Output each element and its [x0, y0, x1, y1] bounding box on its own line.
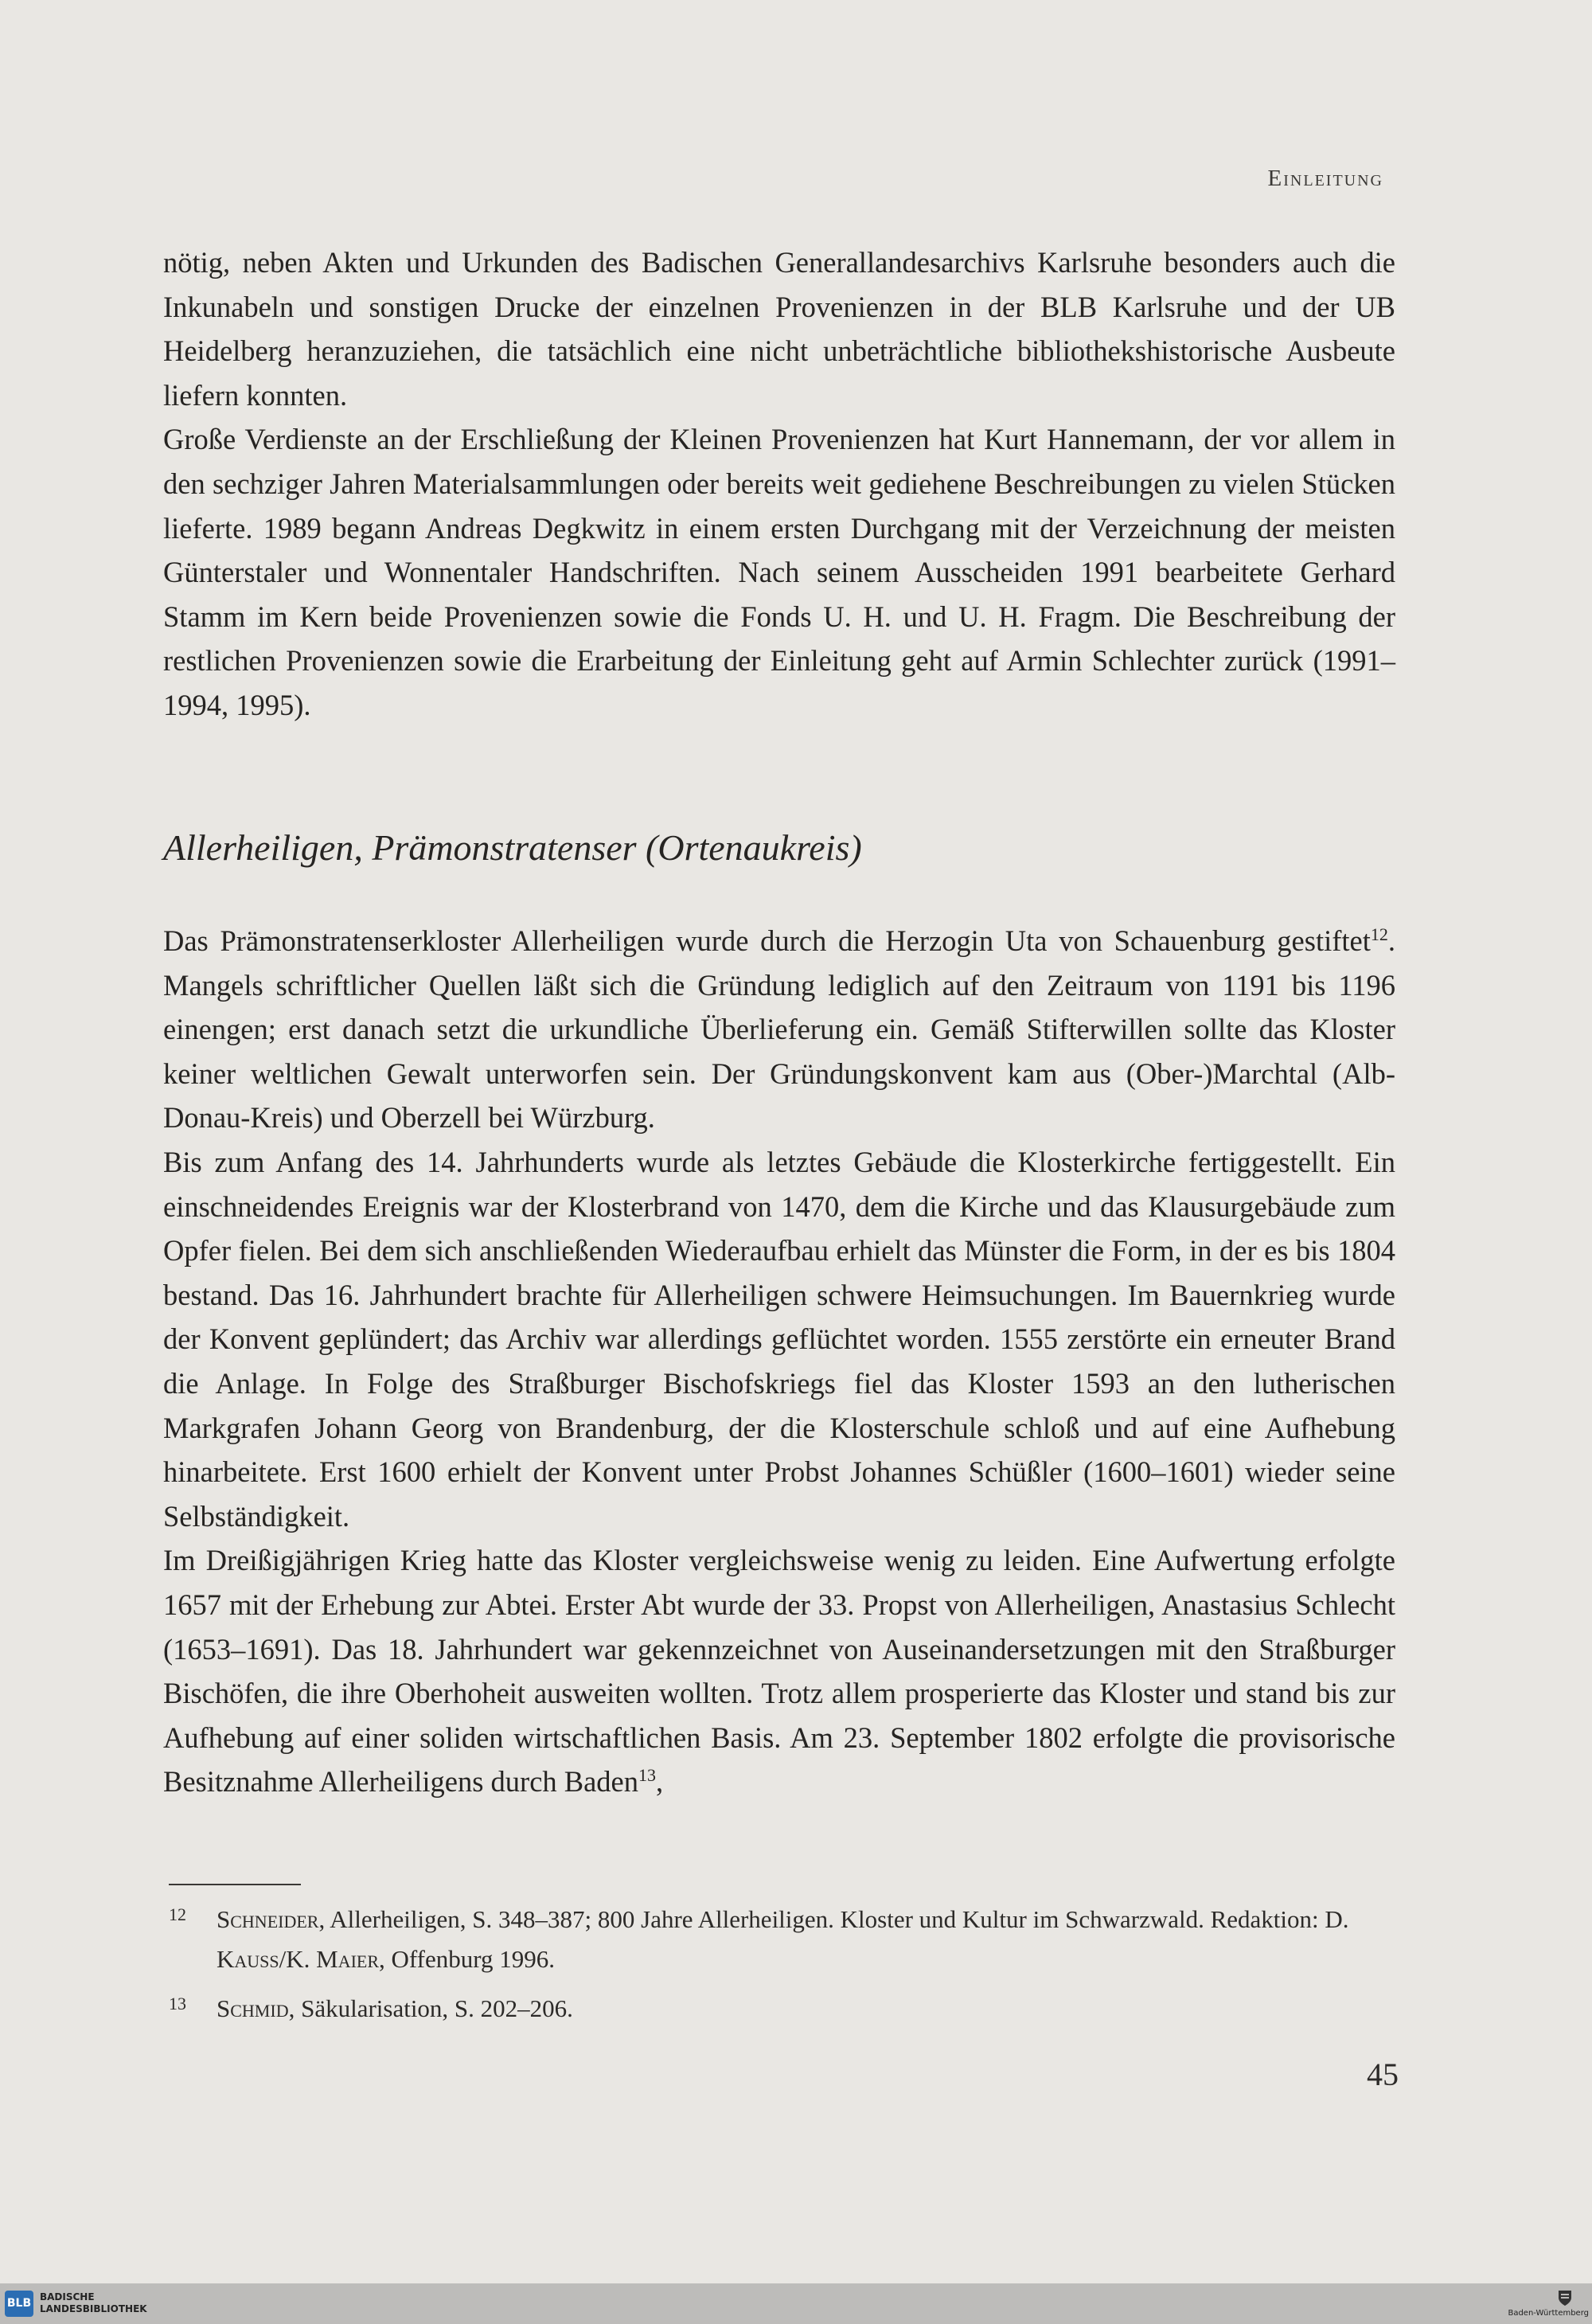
footnote-divider	[169, 1884, 301, 1885]
footnote-number: 13	[169, 1994, 186, 2013]
footnote-text: , Allerheiligen, S. 348–387; 800 Jahre Allerheiligen. Kloster und Kultur im Schwarzwald. Redaktion: D.	[318, 1905, 1349, 1933]
page-number: 45	[1367, 2056, 1399, 2092]
footnote-ref[interactable]: 12	[1370, 924, 1388, 944]
footnote-editor: Maier	[316, 1945, 380, 1973]
library-name-line: BADISCHE	[40, 2291, 95, 2303]
library-name-line: LANDESBIBLIOTHEK	[40, 2303, 147, 2314]
footnotes	[169, 1900, 1399, 2029]
section-text-block	[163, 919, 1395, 1804]
viewer-footer-bar	[0, 2283, 1592, 2324]
paragraph: nötig, neben Akten und Urkunden des Badischen Generallandesarchivs Karlsruhe besonders auch die Inkunabeln und sonstigen Drucke der einzelnen Provenienzen in der BLB Karlsruhe und der UB Heidelberg heranzuziehen, die tatsächlich eine nicht unbeträchtliche bibliothekshistorische Ausbeute liefern konnten.	[163, 246, 1395, 412]
intro-text-block	[163, 240, 1395, 728]
paragraph	[163, 1538, 1395, 1804]
footnote-text: , Offenburg 1996.	[379, 1945, 556, 1973]
section-heading: Allerheiligen, Prämonstratenser (Ortenaukreis)	[163, 827, 862, 868]
footnote-author: Schmid	[217, 1994, 289, 2022]
paragraph	[163, 919, 1395, 1140]
state-label: Baden-Württemberg	[1508, 2309, 1589, 2318]
footnote-ref[interactable]: 13	[638, 1765, 657, 1786]
paragraph-text: ,	[656, 1765, 664, 1799]
paragraph: Bis zum Anfang des 14. Jahrhunderts wurde als letztes Gebäude die Klosterkirche fertiggestellt. Ein einschneidendes Ereignis war der Klosterbrand von 1470, dem die Kirche und das Klausurgebäude zum Opfer fielen. Bei dem sich anschließenden Wiederaufbau erhielt das Münster die Form, in der es bis 1804 bestand. Das 16. Jahrhundert brachte für Allerheiligen schwere Heimsuchungen. Im Bauernkrieg wurde der Konvent geplündert; das Archiv war allerdings geflüchtet worden. 1555 zerstörte ein erneuter Brand die Anlage. In Folge des Straßburger Bischofskriegs fiel das Kloster 1593 an den lutherischen Markgrafen Johann Georg von Brandenburg, der die Klosterschule schloß und auf eine Aufhebung hinarbeitete. Erst 1600 erhielt der Konvent unter Probst Johannes Schüßler (1600–1601) wieder seine Selbständigkeit.	[163, 1145, 1395, 1533]
coat-of-arms-icon	[1556, 2288, 1574, 2307]
running-header: Einleitung	[1267, 166, 1383, 191]
footnote-text: /K.	[279, 1945, 317, 1973]
paragraph-text: Im Dreißigjährigen Krieg hatte das Kloster vergleichsweise wenig zu leiden. Eine Aufwertung erfolgte 1657 mit der Erhebung zur Abtei. Erster Abt wurde der 33. Propst von Allerheiligen, Anastasius Schlecht (1653–1691). Das 18. Jahrhundert war gekennzeichnet von Auseinandersetzungen mit den Straßburger Bischöfen, die ihre Oberhoheit ausweiten wollten. Trotz allem prosperierte das Kloster und stand bis zur Aufhebung auf einer soliden wirtschaftlichen Basis. Am 23. September 1802 erfolgte die provisorische Besitznahme Allerheiligens durch Baden	[163, 1544, 1395, 1799]
paragraph-text: Das Prämonstratenserkloster Allerheiligen wurde durch die Herzogin Uta von Schauenburg gestiftet	[163, 924, 1371, 957]
footnote-number: 12	[169, 1904, 186, 1924]
footnote-text: , Säkularisation, S. 202–206.	[288, 1994, 573, 2022]
library-name	[40, 2291, 147, 2315]
footnote-author: Schneider	[217, 1905, 319, 1933]
paragraph: Große Verdienste an der Erschließung der Kleinen Provenienzen hat Kurt Hannemann, der vor allem in den sechziger Jahren Materialsammlungen oder bereits weit gediehene Beschreibungen zu vielen Stücken lieferte. 1989 begann Andreas Degkwitz in einem ersten Durchgang mit der Verzeichnung der meisten Günterstaler und Wonnentaler Handschriften. Nach seinem Ausscheiden 1991 bearbeitete Gerhard Stamm im Kern beide Provenienzen sowie die Fonds U. H. und U. H. Fragm. Die Beschreibung der restlichen Provenienzen sowie die Erarbeitung der Einleitung geht auf Armin Schlechter zurück (1991–1994, 1995).	[163, 423, 1395, 721]
footnote-item	[169, 1989, 1399, 2029]
footnote-item	[169, 1900, 1399, 1979]
paragraph-text: . Mangels schriftlicher Quellen läßt sich die Gründung lediglich auf den Zeitraum von 1191 bis 1196 einengen; erst danach setzt die urkundliche Überlieferung ein. Gemäß Stifterwillen sollte das Kloster keiner weltlichen Gewalt unterworfen sein. Der Gründungskonvent kam aus (Ober-)Marchtal (Alb-Donau-Kreis) und Oberzell bei Würzburg.	[163, 924, 1395, 1135]
footnote-editor: Kauss	[217, 1945, 279, 1973]
blb-logo-icon[interactable]: BLB	[5, 2291, 33, 2317]
